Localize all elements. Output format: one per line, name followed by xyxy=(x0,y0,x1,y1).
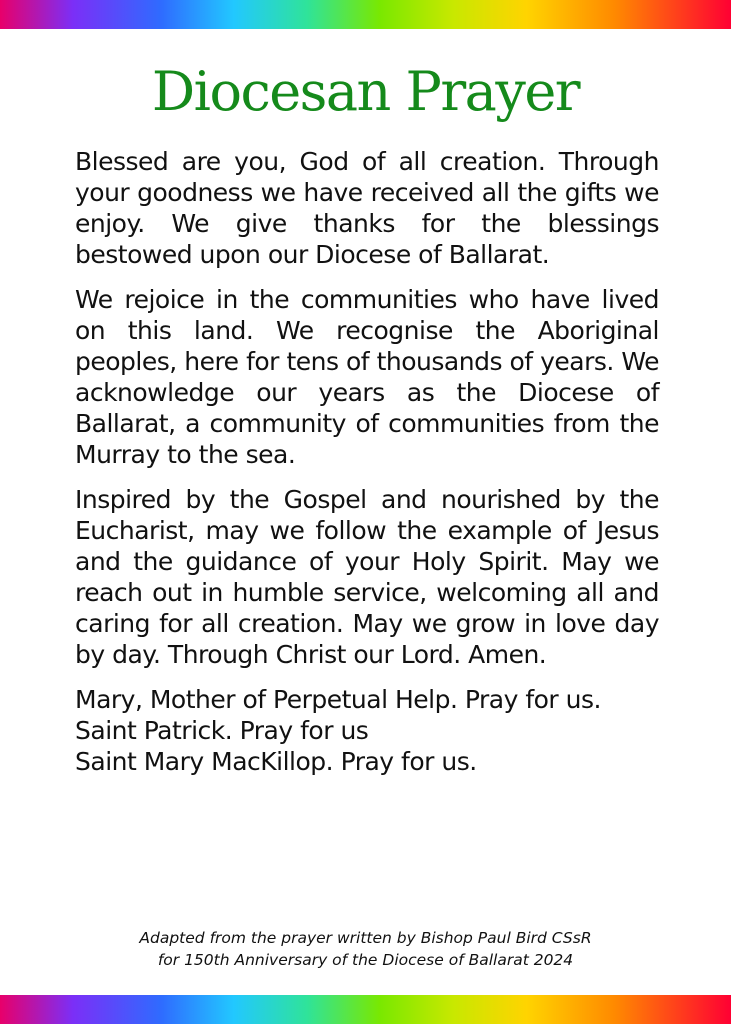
prayer-paragraph-1: Blessed are you, God of all creation. Through your goodness we have received all the gifts we enjoy. We give thanks for the blessings bestowed upon our Diocese of Ballarat. xyxy=(75,147,659,269)
invocation-mary: Mary, Mother of Perpetual Help. Pray for us. xyxy=(75,685,601,714)
page-title: Diocesan Prayer xyxy=(151,60,580,123)
rainbow-border-top xyxy=(0,0,731,29)
prayer-paragraph-2: We rejoice in the communities who have lived on this land. We recognise the Aboriginal peoples, here for tens of thousands of years. We acknowledge our years as the Diocese of Ballarat, a community of communities from the Murray to the sea. xyxy=(75,285,659,469)
prayer-paragraph-3: Inspired by the Gospel and nourished by the Eucharist, may we follow the example of Jesus and the guidance of your Holy Spirit. May we reach out in humble service, welcoming all and caring for all creation. May we grow in love day by day. Through Christ our Lord. Amen. xyxy=(75,485,659,669)
invocations xyxy=(75,684,659,777)
prayer-body xyxy=(75,146,659,791)
invocation-mackillop: Saint Mary MacKillop. Pray for us. xyxy=(75,747,477,776)
attribution-line-1: Adapted from the prayer written by Bishop Paul Bird CSsR xyxy=(139,929,592,947)
invocation-patrick: Saint Patrick. Pray for us xyxy=(75,716,369,745)
attribution-line-2: for 150th Anniversary of the Diocese of Ballarat 2024 xyxy=(157,951,574,969)
attribution xyxy=(0,927,731,971)
rainbow-border-bottom xyxy=(0,995,731,1024)
